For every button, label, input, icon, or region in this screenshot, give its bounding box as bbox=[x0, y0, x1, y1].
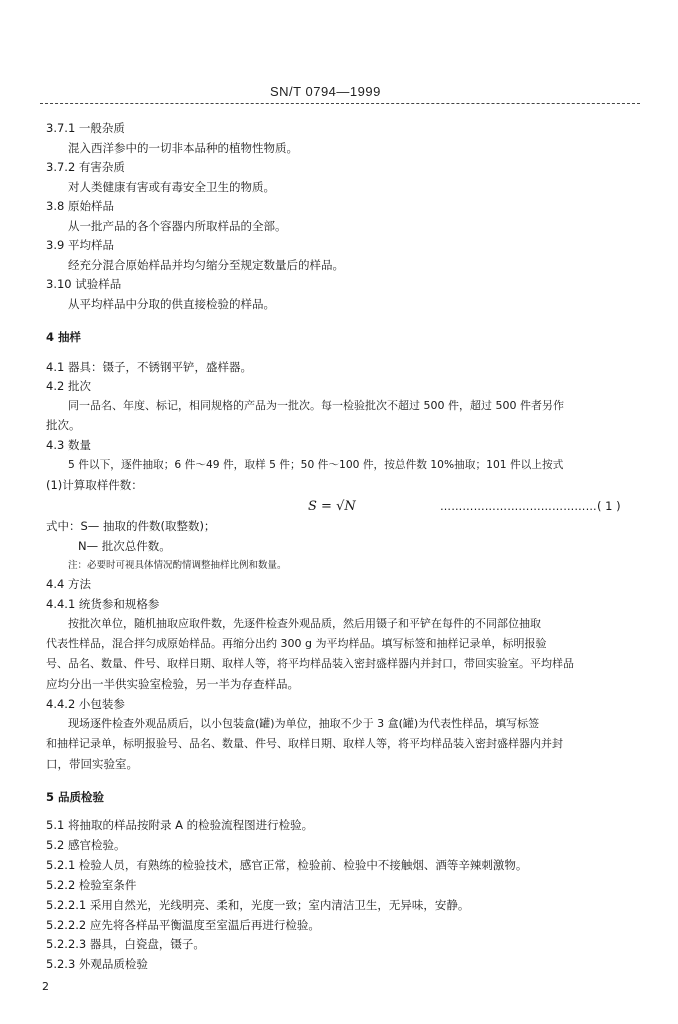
clause-5-2-2-2: 5.2.2.2 应先将各样品平衡温度至室温后再进行检验。 bbox=[46, 918, 320, 932]
clause-4-3-heading: 4.3 数量 bbox=[46, 438, 91, 452]
header-rule bbox=[40, 103, 640, 104]
clause-3-9-heading: 3.9 平均样品 bbox=[46, 238, 114, 252]
clause-4-2-heading: 4.2 批次 bbox=[46, 379, 91, 393]
clause-5-2-3-heading: 5.2.3 外观品质检验 bbox=[46, 957, 148, 971]
clause-3-7-1-text: 混入西洋参中的一切非本品种的植物性物质。 bbox=[68, 141, 298, 155]
clause-4-4-1-text-line2: 代表性样品，混合拌匀成原始样品。再缩分出约 300 g 为平均样品。填写标签和抽样记录单，标明报验 bbox=[46, 637, 547, 650]
clause-5-1: 5.1 将抽取的样品按附录 A 的检验流程图进行检验。 bbox=[46, 818, 314, 832]
clause-4-3-text-line2: (1)计算取样件数： bbox=[46, 478, 143, 492]
clause-4-2-text-line2: 批次。 bbox=[46, 418, 81, 432]
clause-4-4-1-text-line4: 应均分出一半供实验室检验，另一半为存查样品。 bbox=[46, 677, 299, 691]
clause-5-2-2-3: 5.2.2.3 器具，白瓷盘，镊子。 bbox=[46, 937, 205, 951]
clause-5-2-1: 5.2.1 检验人员，有熟练的检验技术，感官正常，检验前、检验中不接触烟、酒等辛辣刺激物。 bbox=[46, 858, 528, 872]
clause-3-7-2-text: 对人类健康有害或有毒安全卫生的物质。 bbox=[68, 180, 275, 194]
clause-3-9-text: 经充分混合原始样品并均匀缩分至规定数量后的样品。 bbox=[68, 258, 344, 272]
clause-3-10-text: 从平均样品中分取的供直接检验的样品。 bbox=[68, 297, 275, 311]
clause-4-1: 4.1 器具：镊子，不锈钢平铲，盛样器。 bbox=[46, 360, 252, 374]
standard-number-header: SN/T 0794—1999 bbox=[270, 84, 381, 99]
clause-4-4-heading: 4.4 方法 bbox=[46, 577, 91, 591]
clause-4-4-1-heading: 4.4.1 统货参和规格参 bbox=[46, 597, 160, 611]
clause-4-3-text-line1: 5 件以下，逐件抽取；6 件～49 件，取样 5 件；50 件～100 件，按总件数 10%抽取；101 件以上按式 bbox=[68, 458, 564, 471]
clause-4-4-2-text-line2: 和抽样记录单，标明报验号、品名、数量、件号、取样日期、取样人等，将平均样品装入密封盛样器内并封 bbox=[46, 737, 563, 750]
formula-where-s: 式中：S— 抽取的件数(取整数)； bbox=[46, 519, 216, 533]
clause-3-8-text: 从一批产品的各个容器内所取样品的全部。 bbox=[68, 219, 287, 233]
clause-4-4-1-text-line3: 号、品名、数量、件号、取样日期、取样人等，将平均样品装入密封盛样器内并封口，带回实验室。平均样品 bbox=[46, 657, 574, 670]
formula-note: 注：必要时可视具体情况酌情调整抽样比例和数量。 bbox=[68, 560, 287, 571]
clause-3-7-1-heading: 3.7.1 一般杂质 bbox=[46, 121, 125, 135]
clause-4-2-text-line1: 同一品名、年度、标记，相同规格的产品为一批次。每一检验批次不超过 500 件，超过 500 件者另作 bbox=[68, 399, 564, 412]
clause-5-2-2-heading: 5.2.2 检验室条件 bbox=[46, 878, 137, 892]
clause-5-2: 5.2 感官检验。 bbox=[46, 838, 126, 852]
formula-where-n: N— 批次总件数。 bbox=[78, 539, 171, 553]
formula-number: ( 1 ) bbox=[597, 499, 621, 513]
clause-4-4-2-heading: 4.4.2 小包装参 bbox=[46, 697, 125, 711]
clause-4-4-1-text-line1: 按批次单位，随机抽取应取件数，先逐件检查外观品质，然后用镊子和平铲在每件的不同部位抽取 bbox=[68, 617, 541, 630]
clause-3-8-heading: 3.8 原始样品 bbox=[46, 199, 114, 213]
page-number: 2 bbox=[42, 980, 49, 993]
section-5-heading: 5 品质检验 bbox=[46, 790, 105, 804]
clause-3-7-2-heading: 3.7.2 有害杂质 bbox=[46, 160, 125, 174]
clause-3-10-heading: 3.10 试验样品 bbox=[46, 277, 122, 291]
clause-4-4-2-text-line3: 口，带回实验室。 bbox=[46, 757, 138, 771]
formula-leader-dots: …………………………………… bbox=[440, 500, 597, 513]
section-4-heading: 4 抽样 bbox=[46, 330, 82, 344]
clause-5-2-2-1: 5.2.2.1 采用自然光，光线明亮、柔和，光度一致；室内清洁卫生，无异味，安静。 bbox=[46, 898, 470, 912]
clause-4-4-2-text-line1: 现场逐件检查外观品质后，以小包装盒(罐)为单位，抽取不少于 3 盒(罐)为代表性样品，填写标签 bbox=[68, 717, 540, 730]
sample-size-formula: S = √N bbox=[308, 499, 356, 514]
